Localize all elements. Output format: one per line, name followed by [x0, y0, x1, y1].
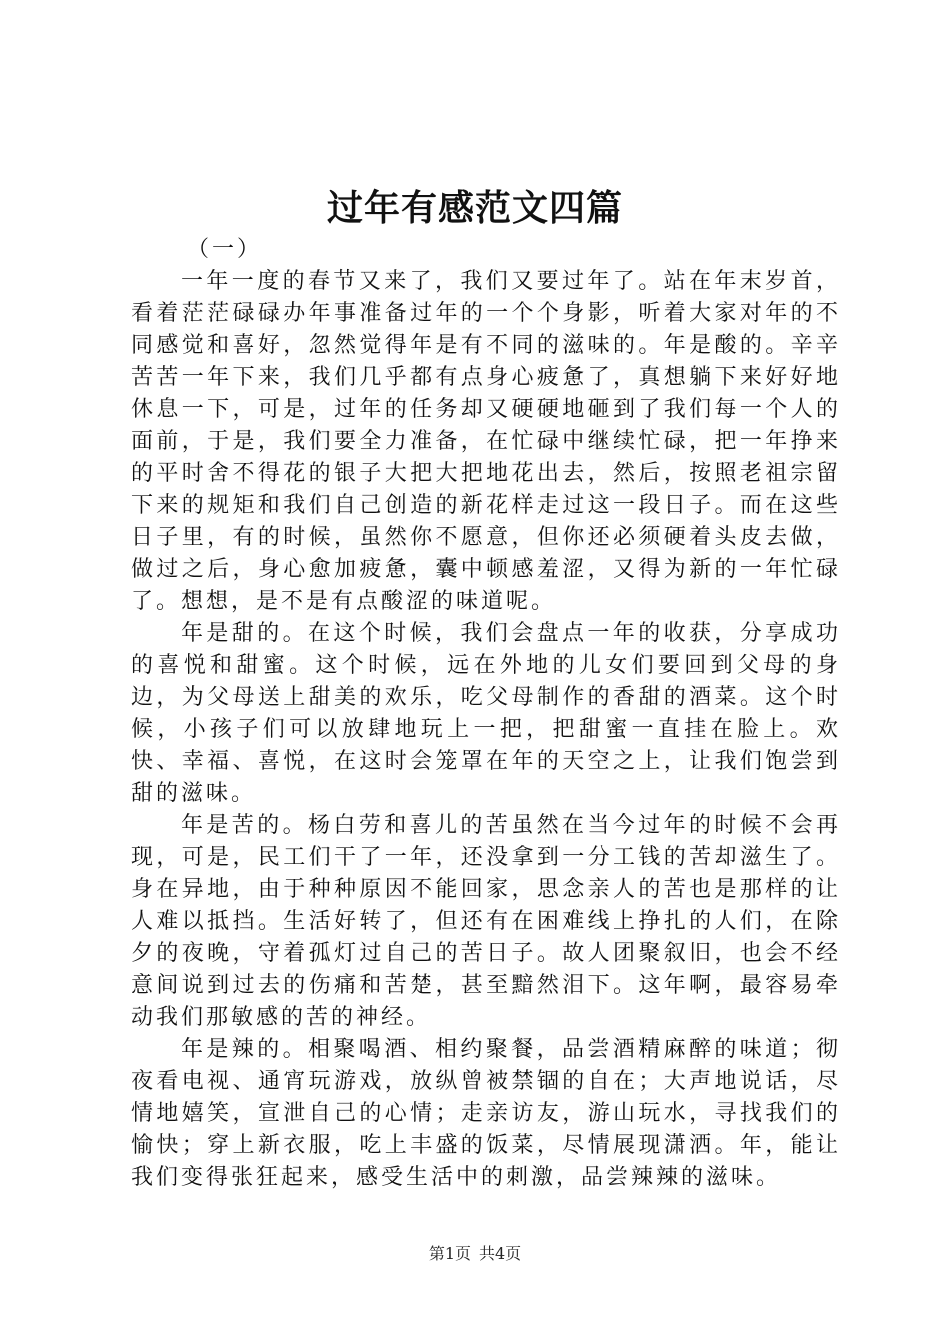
paragraph-spicy: 年是辣的。相聚喝酒、相约聚餐，品尝酒精麻醉的味道；彻夜看电视、通宵玩游戏，放纵曾被禁锢的自在；大声地说话，尽情地嬉笑，宣泄自己的心情；走亲访友，游山玩水，寻找我们的愉快；穿上新衣服，吃上丰盛的饭菜，尽情展现潇洒。年，能让我们变得张狂起来，感受生活中的刺激，品尝辣辣的滋味。 [131, 1037, 841, 1190]
paragraph-sweet: 年是甜的。在这个时候，我们会盘点一年的收获，分享成功的喜悦和甜蜜。这个时候，远在外地的儿女们要回到父母的身边，为父母送上甜美的欢乐，吃父母制作的香甜的酒菜。这个时候，小孩子们可以放肆地玩上一把，把甜蜜一直挂在脸上。欢快、幸福、喜悦，在这时会笼罩在年的天空之上，让我们饱尝到甜的滋味。 [131, 621, 841, 806]
paragraph-sour: 一年一度的春节又来了，我们又要过年了。站在年末岁首，看着茫茫碌碌办年事准备过年的一个个身影，听着大家对年的不同感觉和喜好，忽然觉得年是有不同的滋味的。年是酸的。辛辛苦苦一年下来，我们几乎都有点身心疲惫了，真想躺下来好好地休息一下，可是，过年的任务却又硬硬地砸到了我们每一个人的面前，于是，我们要全力准备，在忙碌中继续忙碌，把一年挣来的平时舍不得花的银子大把大把地花出去，然后，按照老祖宗留下来的规矩和我们自己创造的新花样走过这一段日子。而在这些日子里，有的时候，虽然你不愿意，但你还必须硬着头皮去做，做过之后，身心愈加疲惫，囊中顿感羞涩，又得为新的一年忙碌了。想想，是不是有点酸涩的味道呢。 [131, 269, 841, 614]
page-footer [0, 1244, 950, 1264]
document-body [131, 234, 841, 1194]
paragraph-bitter: 年是苦的。杨白劳和喜儿的苦虽然在当今过年的时候不会再现，可是，民工们干了一年，还没拿到一分工钱的苦却滋生了。身在异地，由于种种原因不能回家，思念亲人的苦也是那样的让人难以抵挡。生活好转了，但还有在困难线上挣扎的人们，在除夕的夜晚，守着孤灯过自己的苦日子。故人团聚叙旧，也会不经意间说到过去的伤痛和苦楚，甚至黯然泪下。这年啊，最容易牵动我们那敏感的苦的神经。 [131, 813, 841, 1030]
section-label: （一） [187, 237, 263, 262]
page-total: 共4页 [479, 1244, 522, 1263]
page-number: 第1页 [428, 1244, 471, 1263]
document-title: 过年有感范文四篇 [326, 187, 623, 229]
